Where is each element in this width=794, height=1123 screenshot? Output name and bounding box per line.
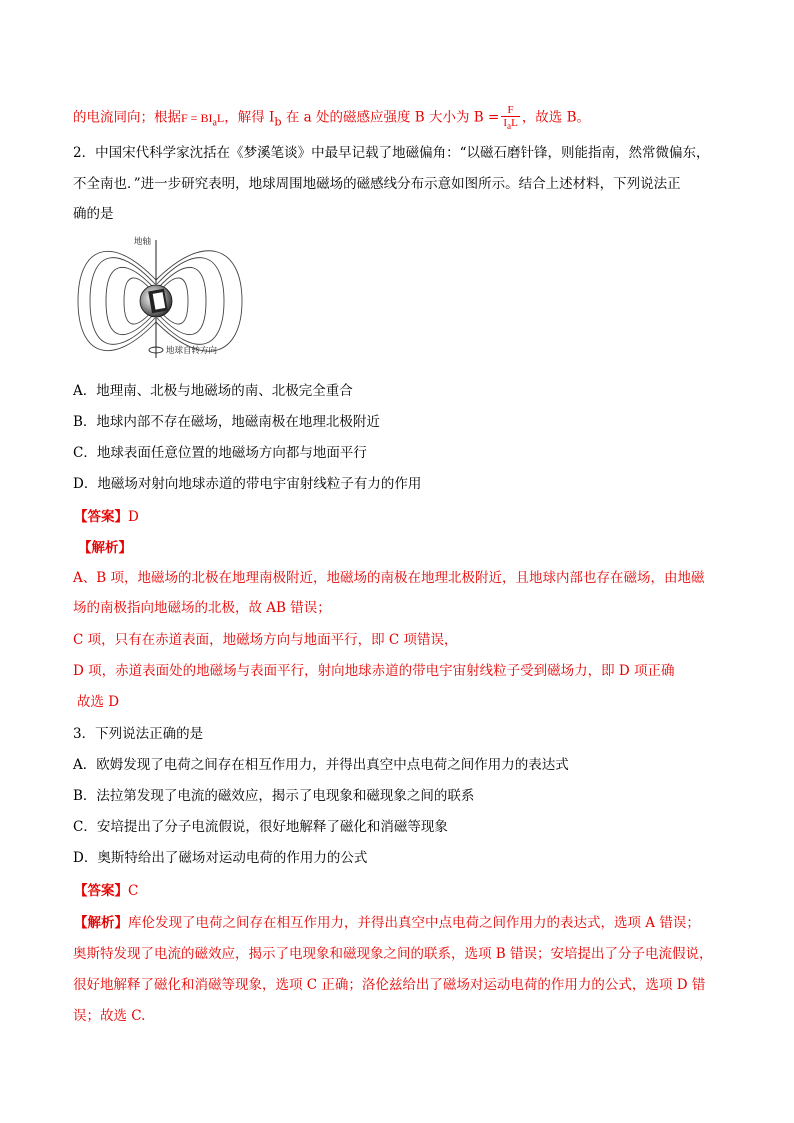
analysis-label: 【解析】 bbox=[74, 915, 128, 931]
q2-option-a: A．地理南、北极与地磁场的南、北极完全重合 bbox=[73, 383, 353, 399]
q2-analysis-line-5: 故选 D bbox=[77, 694, 120, 710]
answer-label: 【答案】 bbox=[74, 883, 128, 899]
q3-option-d: D．奥斯特给出了磁场对运动电荷的作用力的公式 bbox=[73, 850, 368, 866]
intro-line bbox=[73, 104, 590, 133]
intro-text-2: ，解得 I bbox=[224, 109, 275, 126]
answer-value: D bbox=[128, 509, 139, 525]
fraction-b: $\frac{F}{I_aL}$ bbox=[503, 104, 518, 132]
q3-answer bbox=[74, 881, 138, 901]
intro-text-1: 的电流同向；根据 bbox=[73, 109, 181, 126]
intro-text-3: 在 a 处的磁感应强度 B 大小为 B = bbox=[281, 109, 500, 126]
q2-analysis-line-2: 场的南极指向地磁场的北极，故 AB 错误； bbox=[73, 600, 331, 616]
q2-stem-line-2: 不全南也．”进一步研究表明，地球周围地磁场的磁感线分布示意如图所示。结合上述材料，下列说法正 bbox=[73, 176, 681, 192]
q3-option-a: A．欧姆发现了电荷之间存在相互作用力，并得出真空中点电荷之间作用力的表达式 bbox=[73, 757, 569, 773]
geomagnetic-field-figure bbox=[76, 232, 256, 364]
formula-force: $F = BI_aL$ bbox=[181, 110, 225, 128]
q3-analysis-line-4: 误；故选 C. bbox=[73, 1008, 146, 1024]
q3-analysis-line-1 bbox=[74, 913, 700, 933]
q2-analysis-label: 【解析】 bbox=[78, 540, 132, 556]
analysis-text: 库伦发现了电荷之间存在相互作用力，并得出真空中点电荷之间作用力的表达式，选项 A 错误； bbox=[128, 915, 700, 931]
q2-option-b: B．地球内部不存在磁场，地磁南极在地理北极附近 bbox=[73, 414, 380, 430]
answer-value: C bbox=[128, 883, 139, 899]
subscript-b: b bbox=[274, 115, 282, 129]
rotation-label: 地球自转方向 bbox=[166, 346, 218, 356]
axis-label: 地轴 bbox=[134, 237, 152, 247]
q3-option-b: B．法拉第发现了电流的磁效应，揭示了电现象和磁现象之间的联系 bbox=[73, 788, 475, 804]
q2-analysis-line-4: D 项，赤道表面处的地磁场与表面平行，射向地球赤道的带电宇宙射线粒子受到磁场力，即 D 项正确 bbox=[73, 663, 675, 679]
q2-stem-line-1: 2．中国宋代科学家沈括在《梦溪笔谈》中最早记载了地磁偏角：“以磁石磨针锋，则能指南，然常微偏东， bbox=[73, 145, 710, 161]
q2-analysis-line-1: A、B 项，地磁场的北极在地理南极附近，地磁场的南极在地理北极附近，且地球内部也存在磁场，由地磁 bbox=[73, 570, 705, 586]
q2-option-c: C．地球表面任意位置的地磁场方向都与地面平行 bbox=[73, 445, 367, 461]
q3-option-c: C．安培提出了分子电流假说，很好地解释了磁化和消磁等现象 bbox=[73, 819, 448, 835]
intro-text-4: ，故选 B。 bbox=[521, 109, 591, 126]
answer-label: 【答案】 bbox=[74, 509, 128, 525]
q3-stem: 3．下列说法正确的是 bbox=[73, 726, 204, 742]
q2-stem-line-3: 确的是 bbox=[73, 206, 114, 222]
q3-analysis-line-2: 奥斯特发现了电流的磁效应，揭示了电现象和磁现象之间的联系，选项 B 错误；安培提出了分子电流假说， bbox=[73, 946, 713, 962]
q3-analysis-line-3: 很好地解释了磁化和消磁等现象，选项 C 正确；洛伦兹给出了磁场对运动电荷的作用力的公式，选项 D 错 bbox=[73, 977, 706, 993]
q2-answer bbox=[74, 507, 139, 527]
q2-analysis-line-3: C 项，只有在赤道表面，地磁场方向与地面平行，即 C 项错误， bbox=[73, 632, 458, 648]
q2-option-d: D．地磁场对射向地球赤道的带电宇宙射线粒子有力的作用 bbox=[73, 476, 422, 492]
